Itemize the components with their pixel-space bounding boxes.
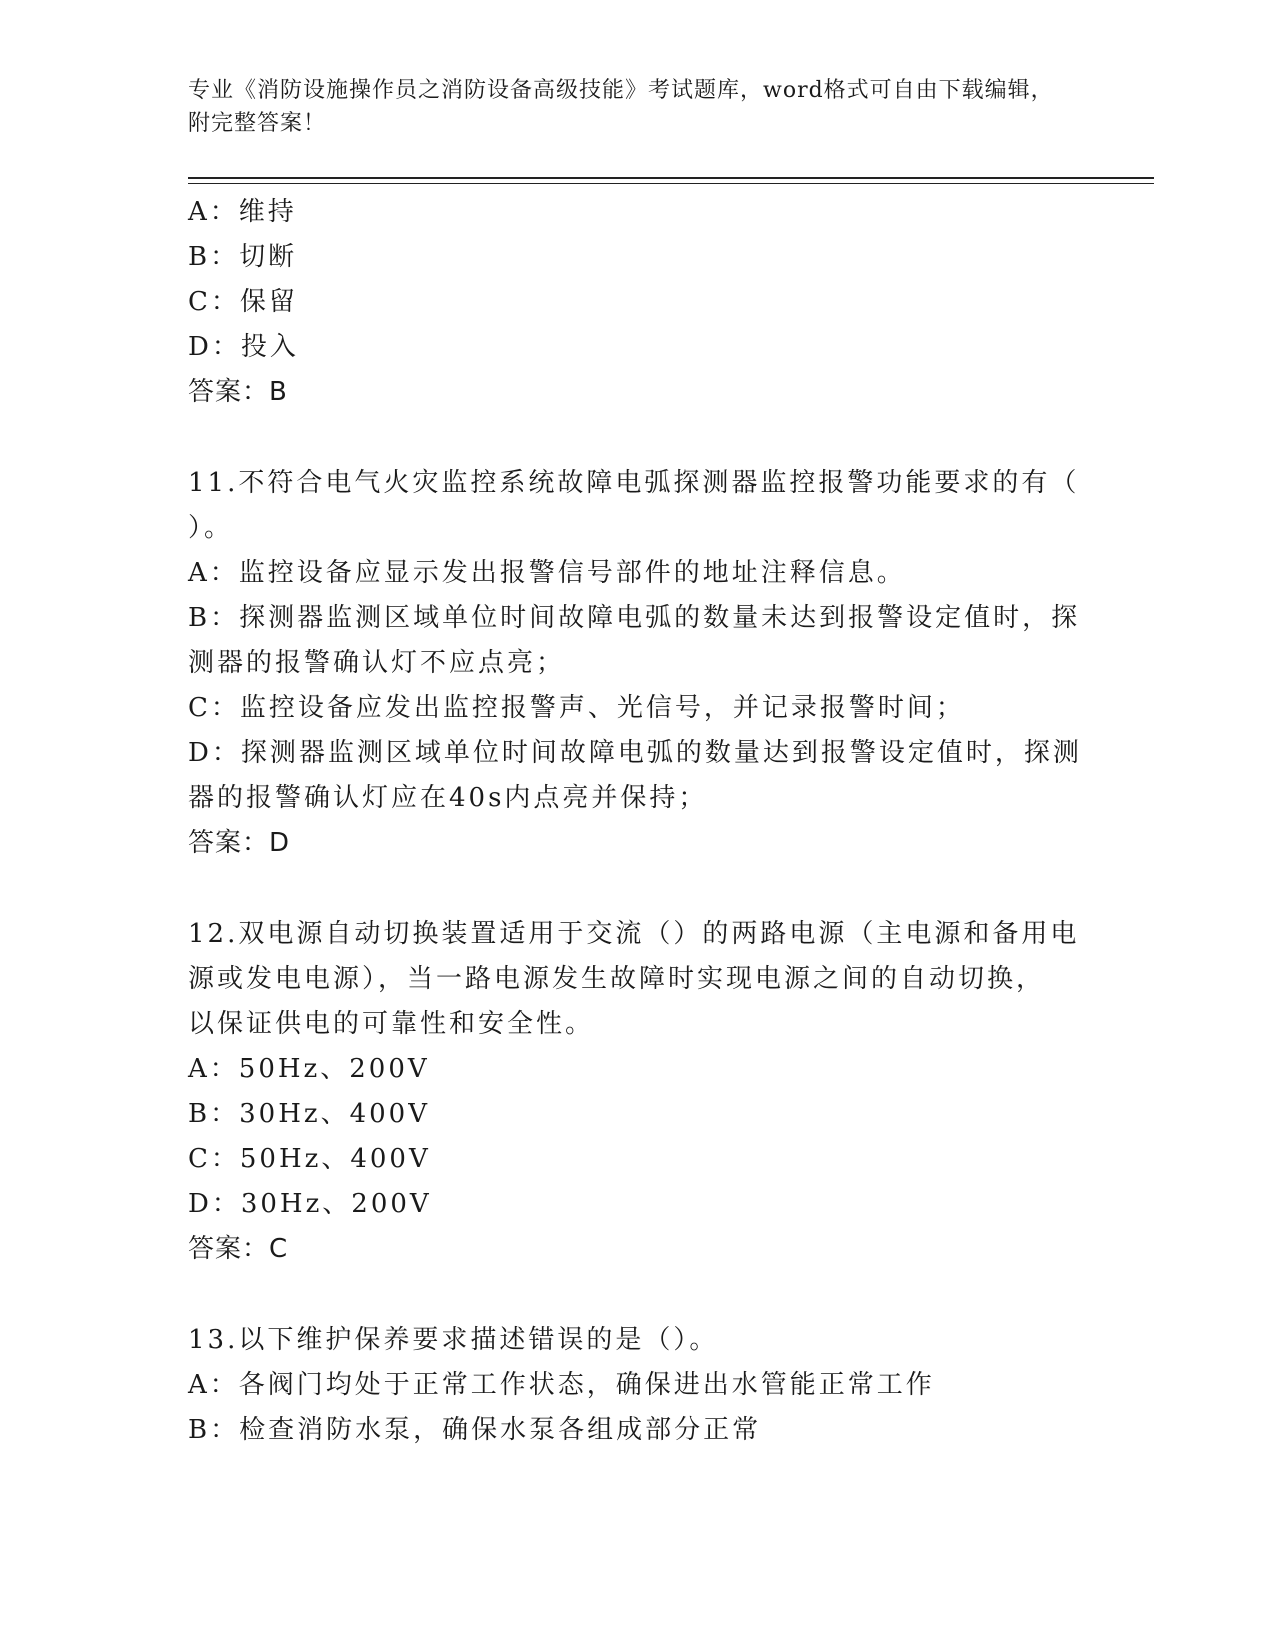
option-text: A：维持: [188, 197, 297, 227]
option-text: 器的报警确认灯应在40s内点亮并保持；: [188, 783, 708, 813]
question-list: [188, 190, 1088, 1453]
question-block: [188, 1318, 1088, 1453]
question-text: 源或发电电源），当一路电源发生故障时实现电源之间的自动切换，: [188, 964, 1046, 994]
option-text: D：投入: [188, 332, 299, 362]
question-block: [188, 461, 1088, 866]
option-text: B：探测器监测区域单位时间故障电弧的数量未达到报警设定值时，探: [188, 603, 1081, 633]
document-header: 专业《消防设施操作员之消防设备高级技能》考试题库，word格式可自由下载编辑，附完整答案！: [188, 78, 1054, 136]
header-divider-thick: [188, 177, 1154, 179]
question-text: 11.不符合电气火灾监控系统故障电弧探测器监控报警功能要求的有（: [188, 468, 1080, 498]
option-text: D：30Hz、200V: [188, 1189, 432, 1219]
option-text: A：50Hz、200V: [188, 1054, 430, 1084]
answer-text: 答案：D: [188, 828, 291, 858]
option-text: A：监控设备应显示发出报警信号部件的地址注释信息。: [188, 558, 906, 588]
option-text: D：探测器监测区域单位时间故障电弧的数量达到报警设定值时，探测: [188, 738, 1082, 768]
question-text: 以保证供电的可靠性和安全性。: [188, 1009, 595, 1039]
block-spacer: [188, 1272, 1088, 1318]
question-text: ）。: [188, 513, 234, 543]
question-block: [188, 912, 1088, 1272]
option-text: B：检查消防水泵，确保水泵各组成部分正常: [188, 1415, 762, 1445]
block-spacer: [188, 866, 1088, 912]
question-text: 12.双电源自动切换装置适用于交流（）的两路电源（主电源和备用电: [188, 919, 1080, 949]
question-block: [188, 190, 1088, 415]
option-text: C：50Hz、400V: [188, 1144, 431, 1174]
block-spacer: [188, 415, 1088, 461]
question-text: 13.以下维护保养要求描述错误的是（）。: [188, 1325, 719, 1355]
option-text: C：监控设备应发出监控报警声、光信号，并记录报警时间；: [188, 693, 965, 723]
option-text: 测器的报警确认灯不应点亮；: [188, 648, 566, 678]
option-text: A：各阀门均处于正常工作状态，确保进出水管能正常工作: [188, 1370, 935, 1400]
answer-text: 答案：B: [188, 377, 288, 407]
option-text: C：保留: [188, 287, 298, 317]
option-text: B：切断: [188, 242, 298, 272]
header-divider-thin: [188, 183, 1154, 184]
option-text: B：30Hz、400V: [188, 1099, 430, 1129]
answer-text: 答案：C: [188, 1234, 289, 1264]
